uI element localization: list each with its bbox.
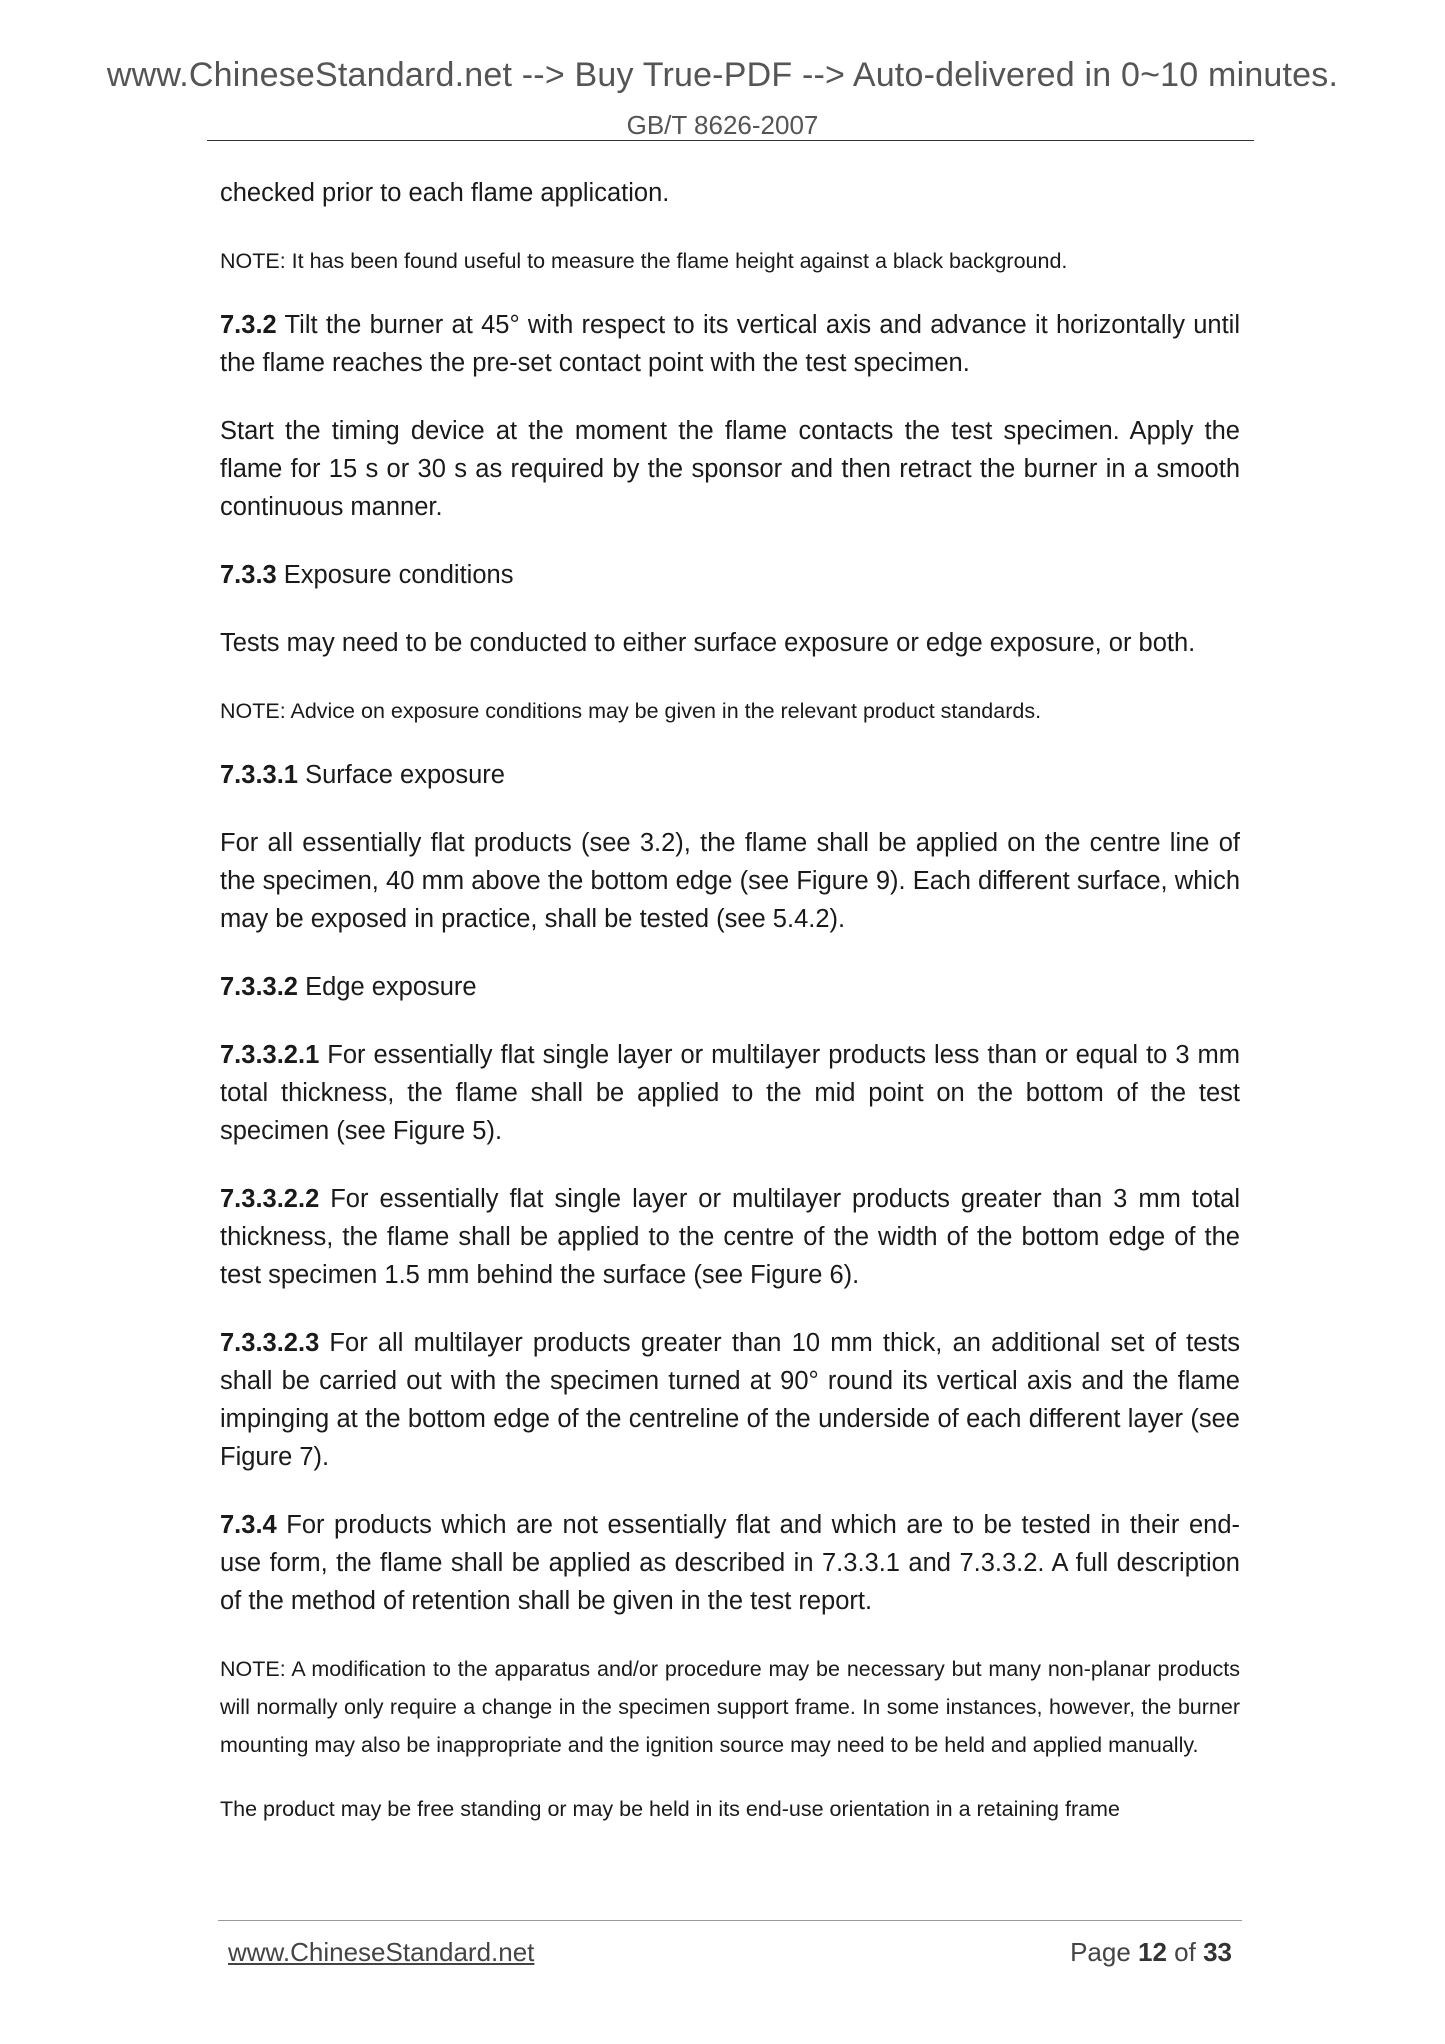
paragraph-tests: Tests may need to be conducted to either surface exposure or edge exposure, or both. xyxy=(220,629,1196,657)
clause-text: For all multilayer products greater than 10 mm thick, an additional set of tests shall be carried out with the specimen turned at 90° round its vertical axis and the flame impinging at the bottom edge of the centreline of the underside of each different layer (see Figure 7). xyxy=(220,1329,1240,1471)
clause-heading: Surface exposure xyxy=(297,761,505,789)
clause-text: For essentially flat single layer or multilayer products greater than 3 mm total thickness, the flame shall be applied to the centre of the width of the bottom edge of the test specimen 1.5 mm behind the surface (see Figure 6). xyxy=(220,1185,1240,1289)
page-indicator xyxy=(1070,1937,1232,1968)
clause-7-3-3-2-2 xyxy=(220,1180,1240,1294)
clause-number: 7.3.3.2.3 xyxy=(220,1329,320,1357)
clause-number: 7.3.2 xyxy=(220,311,277,339)
header-divider xyxy=(207,140,1254,141)
page-of: of xyxy=(1166,1937,1204,1967)
footer-divider xyxy=(218,1920,1242,1921)
current-page-number: 12 xyxy=(1138,1937,1167,1967)
clause-number: 7.3.4 xyxy=(220,1511,277,1539)
clause-7-3-4 xyxy=(220,1506,1240,1620)
note-exposure-conditions: NOTE: Advice on exposure conditions may be given in the relevant product standards. xyxy=(220,699,1042,723)
paragraph-surface-exposure: For all essentially flat products (see 3.2), the flame shall be applied on the centre line of the specimen, 40 mm above the bottom edge (see Figure 9). Each different surface, which may be exposed in practice, shall be tested (see 5.4.2). xyxy=(220,829,1240,933)
clause-number: 7.3.3 xyxy=(220,561,277,589)
clause-7-3-3-1 xyxy=(220,756,1240,794)
clause-number: 7.3.3.2 xyxy=(220,973,298,1001)
note-flame-height: NOTE: It has been found useful to measure the flame height against a black background. xyxy=(220,249,1068,273)
clause-7-3-3-2-3 xyxy=(220,1324,1240,1476)
paragraph-free-standing: The product may be free standing or may be held in its end-use orientation in a retaining frame xyxy=(220,1797,1120,1821)
document-body xyxy=(220,174,1240,1854)
note-modification: NOTE: A modification to the apparatus and/or procedure may be necessary but many non-planar products will normally only require a change in the specimen support frame. In some instances, however, the burner mounting may also be inappropriate and the ignition source may need to be held and applied manually. xyxy=(220,1657,1240,1757)
clause-number: 7.3.3.2.2 xyxy=(220,1185,320,1213)
clause-text: Tilt the burner at 45° with respect to its vertical axis and advance it horizontally until the flame reaches the pre-set contact point with the test specimen. xyxy=(220,311,1240,377)
clause-7-3-3 xyxy=(220,556,1240,594)
clause-7-3-3-2-1 xyxy=(220,1036,1240,1150)
footer-website-link[interactable]: www.ChineseStandard.net xyxy=(228,1937,535,1967)
total-page-count: 33 xyxy=(1203,1937,1232,1967)
document-id: GB/T 8626-2007 xyxy=(626,110,819,140)
clause-number: 7.3.3.1 xyxy=(220,761,298,789)
clause-number: 7.3.3.2.1 xyxy=(220,1041,320,1069)
clause-heading: Exposure conditions xyxy=(276,561,514,589)
clause-text: For products which are not essentially flat and which are to be tested in their end-use form, the flame shall be applied as described in 7.3.3.1 and 7.3.3.2. A full description of the method of retention shall be given in the test report. xyxy=(220,1511,1240,1615)
clause-heading: Edge exposure xyxy=(297,973,477,1001)
header-banner: www.ChineseStandard.net --> Buy True-PDF --> Auto-delivered in 0~10 minutes. xyxy=(106,56,1339,94)
clause-7-3-2 xyxy=(220,306,1240,382)
paragraph-timing: Start the timing device at the moment the flame contacts the test specimen. Apply the flame for 15 s or 30 s as required by the sponsor and then retract the burner in a smooth continuous manner. xyxy=(220,417,1240,521)
page-prefix: Page xyxy=(1070,1937,1139,1967)
clause-7-3-3-2 xyxy=(220,968,1240,1006)
continued-paragraph: checked prior to each flame application. xyxy=(220,179,670,207)
clause-text: For essentially flat single layer or multilayer products less than or equal to 3 mm total thickness, the flame shall be applied to the mid point on the bottom of the test specimen (see Figure 5). xyxy=(220,1041,1240,1145)
